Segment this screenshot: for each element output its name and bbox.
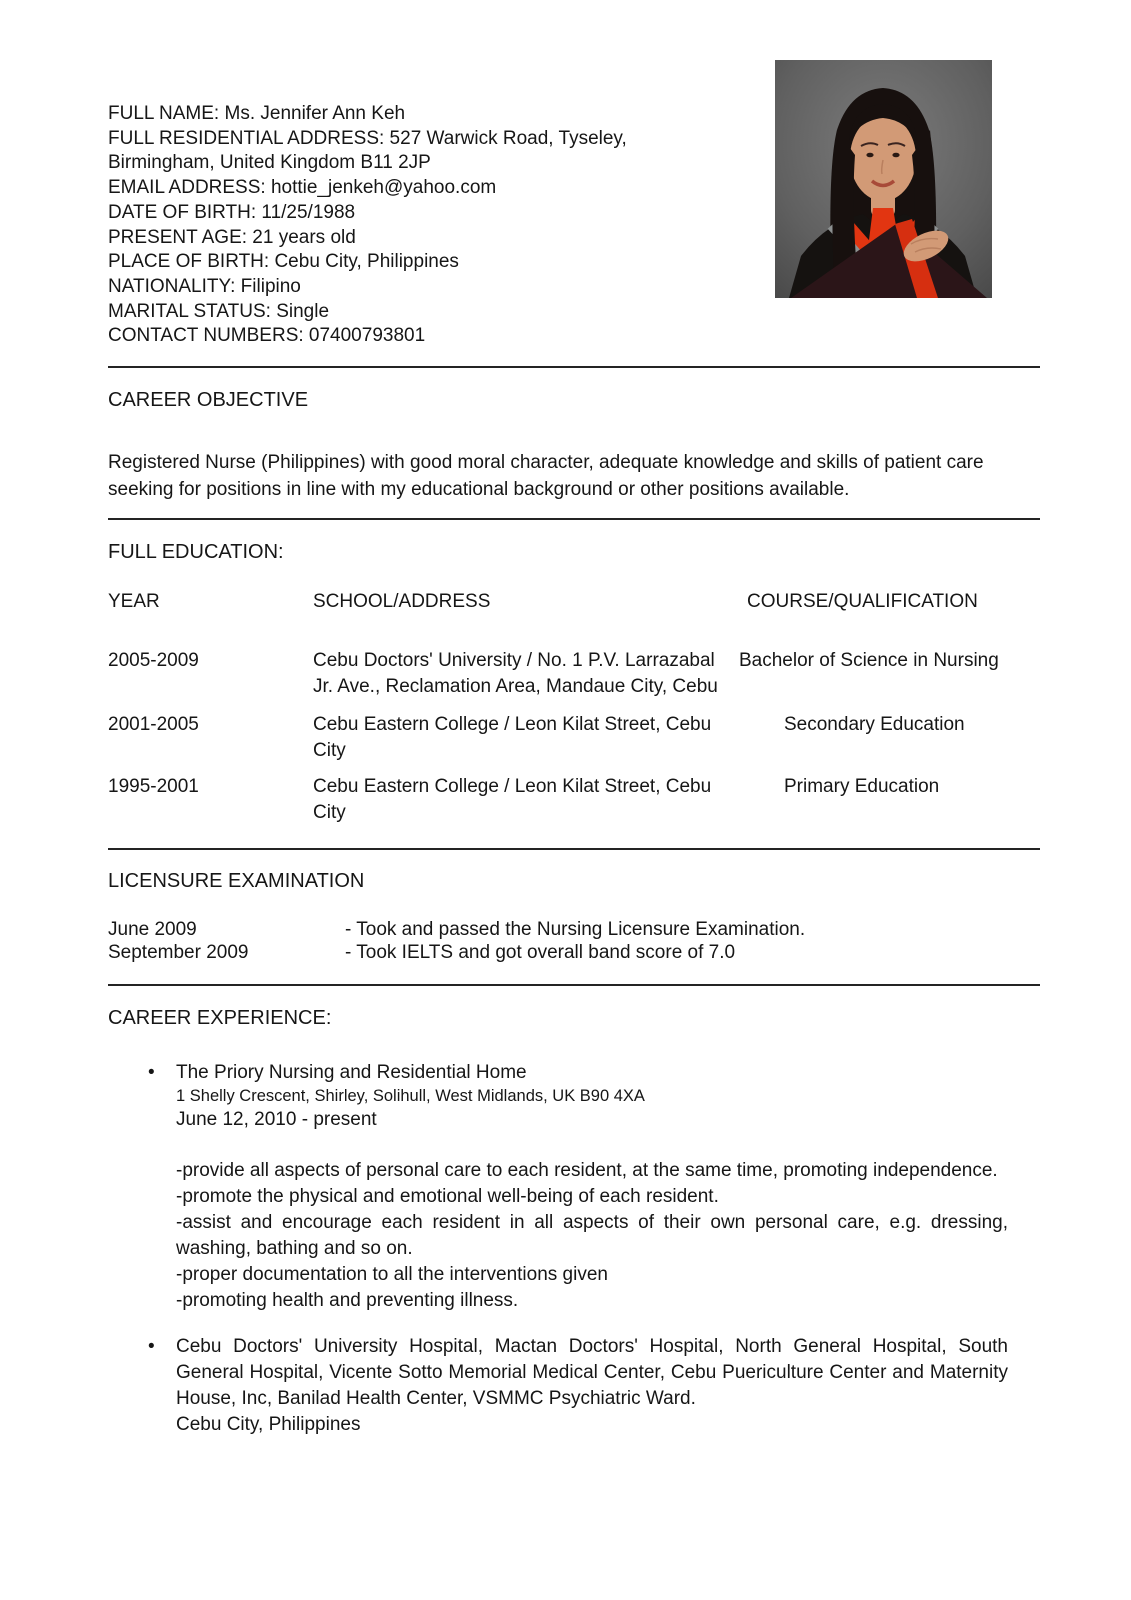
experience-duty: -promote the physical and emotional well-being of each resident. xyxy=(176,1186,719,1208)
experience-duty: -provide all aspects of personal care to each resident, at the same time, promoting independence. xyxy=(176,1160,998,1182)
personal-info-block xyxy=(108,102,1040,349)
personal-info-line-address-1: FULL RESIDENTIAL ADDRESS: 527 Warwick Road, Tyseley, xyxy=(108,127,627,149)
education-course: Bachelor of Science in Nursing xyxy=(739,650,999,672)
education-school-line: City xyxy=(313,802,346,824)
experience-duty: -proper documentation to all the interventions given xyxy=(176,1264,608,1286)
personal-info-line-birth-date: DATE OF BIRTH: 11/25/1988 xyxy=(108,201,356,223)
education-school xyxy=(313,648,739,700)
licensure-detail: - Took and passed the Nursing Licensure Examination. xyxy=(345,919,806,941)
education-course: Secondary Education xyxy=(784,714,965,736)
career-objective-text: Registered Nurse (Philippines) with good moral character, adequate knowledge and skills of patient care seeking for positions in line with my educational background or other positions available. xyxy=(108,452,984,501)
education-school-line: City xyxy=(313,740,346,762)
bullet-icon: • xyxy=(148,1336,155,1358)
personal-info-line-age: PRESENT AGE: 21 years old xyxy=(108,226,356,248)
personal-info-line-address-2: Birmingham, United Kingdom B11 2JP xyxy=(108,152,431,174)
education-year: 1995-2001 xyxy=(108,776,199,798)
experience-employer-address: 1 Shelly Crescent, Shirley, Solihull, West Midlands, UK B90 4XA xyxy=(176,1087,645,1106)
personal-info-line-email: EMAIL ADDRESS: hottie_jenkeh@yahoo.com xyxy=(108,177,497,199)
experience-location: Cebu City, Philippines xyxy=(176,1414,361,1436)
experience-duties xyxy=(176,1158,1008,1314)
licensure-row xyxy=(108,919,1040,942)
education-column-year: YEAR xyxy=(108,591,160,613)
section-divider xyxy=(108,848,1040,850)
licensure-row xyxy=(108,942,1040,965)
experience-entry xyxy=(108,1334,1040,1438)
experience-entry-body xyxy=(176,1334,1008,1438)
education-school xyxy=(313,774,739,826)
resume-content xyxy=(108,0,1040,1438)
personal-info-line-contact: CONTACT NUMBERS: 07400793801 xyxy=(108,325,426,347)
education-column-school: SCHOOL/ADDRESS xyxy=(313,591,491,613)
education-school-line: Jr. Ave., Reclamation Area, Mandaue City, Cebu xyxy=(313,676,718,698)
licensure-table xyxy=(108,919,1040,964)
licensure-date: June 2009 xyxy=(108,919,197,941)
personal-info-line-marital-status: MARITAL STATUS: Single xyxy=(108,300,330,322)
experience-entry-body xyxy=(176,1060,1008,1314)
education-row xyxy=(108,648,1040,700)
personal-info-line-nationality: NATIONALITY: Filipino xyxy=(108,275,301,297)
career-experience-heading: CAREER EXPERIENCE: xyxy=(108,1007,332,1030)
licensure-date: September 2009 xyxy=(108,941,249,963)
education-year: 2005-2009 xyxy=(108,650,199,672)
experience-hospitals-list: Cebu Doctors' University Hospital, Mactan Doctors' Hospital, North General Hospital, South General Hospital, Vicente Sotto Memorial Medical Center, Cebu Puericulture Center and Maternity House, Inc, Banilad Health Center, VSMMC Psychiatric Ward. xyxy=(176,1336,1008,1410)
experience-period: June 12, 2010 - present xyxy=(176,1109,377,1131)
education-school-line: Cebu Doctors' University / No. 1 P.V. Larrazabal xyxy=(313,650,715,672)
section-divider xyxy=(108,366,1040,368)
education-school xyxy=(313,712,739,764)
section-divider xyxy=(108,518,1040,520)
education-heading: FULL EDUCATION: xyxy=(108,541,284,564)
section-divider xyxy=(108,984,1040,986)
licensure-heading: LICENSURE EXAMINATION xyxy=(108,870,365,893)
education-school-line: Cebu Eastern College / Leon Kilat Street, Cebu xyxy=(313,714,712,736)
experience-employer: The Priory Nursing and Residential Home xyxy=(176,1062,527,1084)
experience-entry xyxy=(108,1060,1040,1314)
career-objective-heading: CAREER OBJECTIVE xyxy=(108,389,309,412)
experience-duty: -promoting health and preventing illness. xyxy=(176,1290,519,1312)
education-table-header xyxy=(108,589,1040,614)
licensure-detail: - Took IELTS and got overall band score of 7.0 xyxy=(345,941,736,963)
bullet-icon: • xyxy=(148,1062,155,1084)
education-school-line: Cebu Eastern College / Leon Kilat Street, Cebu xyxy=(313,776,712,798)
education-row xyxy=(108,712,1040,764)
education-year: 2001-2005 xyxy=(108,714,199,736)
personal-info-line-full-name: FULL NAME: Ms. Jennifer Ann Keh xyxy=(108,103,406,124)
education-course: Primary Education xyxy=(784,776,940,798)
experience-duty: -assist and encourage each resident in all aspects of their own personal care, e.g. dressing, washing, bathing and so on. xyxy=(176,1212,1008,1260)
education-column-course: COURSE/QUALIFICATION xyxy=(747,591,978,613)
personal-info-line-birth-place: PLACE OF BIRTH: Cebu City, Philippines xyxy=(108,251,459,273)
education-row xyxy=(108,774,1040,826)
